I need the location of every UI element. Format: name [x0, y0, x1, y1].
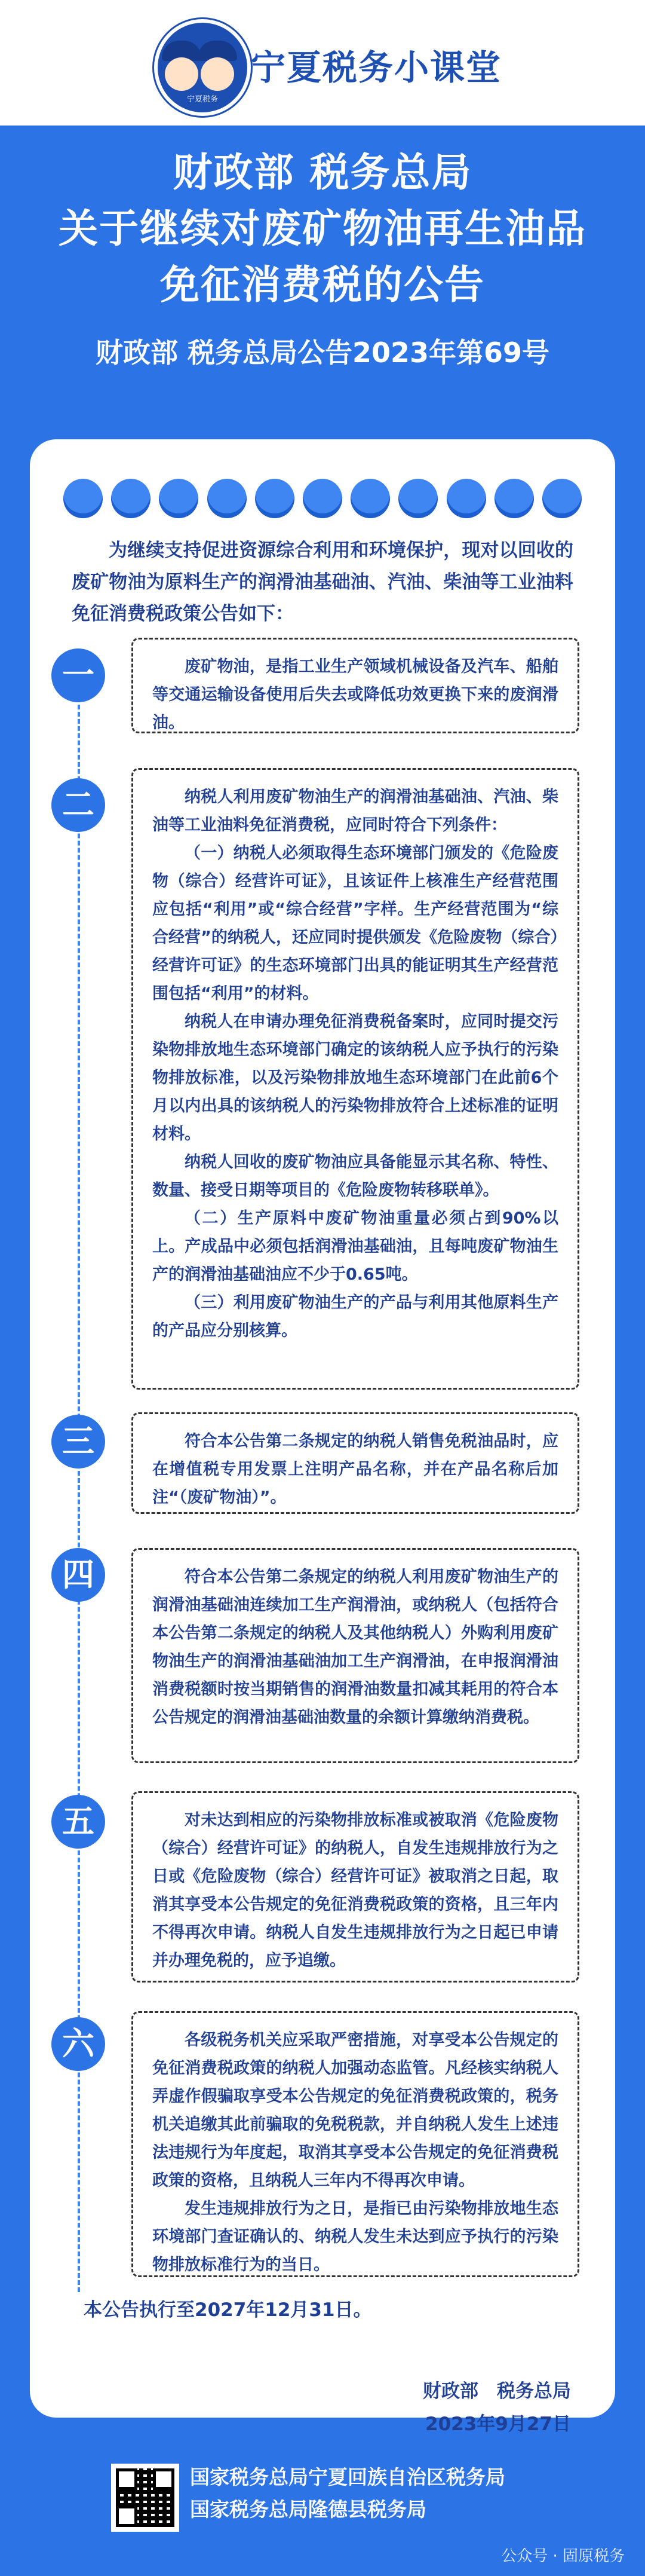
footer-org-line: 国家税务总局隆德县税务局: [190, 2498, 426, 2521]
section-number-2: 二: [51, 778, 105, 832]
section-number-6: 六: [51, 2017, 105, 2071]
section-6-paragraph: 发生违规排放行为之日，是指已由污染物排放地生态环境部门查证确认的、纳税人发生未达到应予执行的污染物排放标准行为的当日。: [152, 2199, 558, 2274]
intro-paragraph: 为继续支持促进资源综合利用和环境保护，现对以回收的废矿物油为原料生产的润滑油基础油、汽油、柴油等工业油料免征消费税政策公告如下：: [72, 540, 573, 625]
section-5-paragraph: 对未达到相应的污染物排放标准或被取消《危险废物（综合）经营许可证》的纳税人，自发生违规排放行为之日或《危险废物（综合）经营许可证》被取消之日起，取消其享受本公告规定的免征消费税政策的资格，且三年内不得再次申请。纳税人自发生违规排放行为之日起已申请并办理免税的，应予追缴。: [152, 1811, 558, 1970]
section-1-paragraph: 废矿物油，是指工业生产领域机械设备及汽车、船舶等交通运输设备使用后失去或降低功效更换下来的废润滑油。: [152, 657, 558, 732]
section-6-paragraph: 各级税务机关应采取严密措施，对享受本公告规定的免征消费税政策的纳税人加强动态监管。凡经核实纳税人弄虚作假骗取享受本公告规定的免征消费税政策的，税务机关追缴其此前骗取的免税税款，并自纳税人发生上述违法违规行为年度起，取消其享受本公告规定的免征消费税政策的资格，且纳税人三年内不得再次申请。: [152, 2031, 558, 2190]
issue-date: 2023年9月27日: [425, 2413, 571, 2435]
binder-dot-icon: [351, 479, 390, 518]
title-line-3: 免征消费税的公告: [160, 262, 485, 308]
watermark: 公众号 · 固原税务: [501, 2547, 625, 2565]
section-box-6: [131, 2011, 579, 2277]
binder-dot-icon: [111, 479, 150, 518]
section-number-4: 四: [51, 1548, 105, 1602]
logo: [154, 19, 251, 116]
binder-dot-icon: [63, 479, 103, 518]
section-3-paragraph: 符合本公告第二条规定的纳税人销售免税油品时，应在增值税专用发票上注明产品名称，并在产品名称后加注“（废矿物油）”。: [152, 1432, 558, 1507]
announcement-title: [0, 145, 645, 371]
closing-statement: 本公告执行至2027年12月31日。: [84, 2299, 372, 2321]
binder-dot-icon: [207, 479, 247, 518]
title-line-2: 关于继续对废矿物油再生油品: [59, 206, 586, 252]
logo-text: 宁夏税务: [186, 95, 218, 104]
binder-dot-icon: [542, 479, 582, 518]
binder-dots: [63, 479, 582, 521]
binder-dot-icon: [398, 479, 438, 518]
footer-org-line: 国家税务总局宁夏回族自治区税务局: [190, 2465, 505, 2489]
footer: [0, 2433, 645, 2576]
brand-title: 宁夏税务小课堂: [251, 47, 502, 88]
content-card: [30, 439, 615, 2435]
binder-dot-icon: [303, 479, 342, 518]
section-2-paragraph: （三）利用废矿物油生产的产品与利用其他原料生产的产品应分别核算。: [152, 1293, 558, 1340]
section-4-paragraph: 符合本公告第二条规定的纳税人利用废矿物油生产的润滑油基础油连续加工生产润滑油，或纳税人（包括符合本公告第二条规定的纳税人及其他纳税人）外购利用废矿物油生产的润滑油基础油加工生产润滑油，在申报润滑油消费税额时按当期销售的润滑油数量扣减其耗用的符合本公告规定的润滑油基础油数量的余额计算缴纳消费税。: [152, 1568, 558, 1727]
binder-dot-icon: [255, 479, 294, 518]
section-2-paragraph: （二）生产原料中废矿物油重量必须占到90%以上。产成品中必须包括润滑油基础油，且每吨废矿物油生产的润滑油基础油应不少于0.65吨。: [152, 1209, 558, 1284]
section-number-5: 五: [51, 1795, 105, 1849]
document-number: 财政部 税务总局公告2023年第69号: [95, 336, 550, 369]
title-line-1: 财政部 税务总局: [173, 149, 472, 195]
binder-dot-icon: [447, 479, 486, 518]
section-box-4: [131, 1548, 579, 1763]
section-2-paragraph: 纳税人利用废矿物油生产的润滑油基础油、汽油、柴油等工业油料免征消费税，应同时符合下列条件：: [152, 788, 558, 834]
qr-code-icon: [111, 2464, 179, 2532]
mascot-face-left-icon: [165, 57, 198, 91]
section-number-3: 三: [51, 1415, 105, 1468]
section-box-3: [131, 1412, 579, 1514]
section-box-2: [131, 768, 579, 1390]
header: [0, 0, 645, 126]
section-2-paragraph: 纳税人在申请办理免征消费税备案时，应同时提交污染物排放地生态环境部门确定的该纳税人应予执行的污染物排放标准，以及污染物排放地生态环境部门在此前6个月以内出具的该纳税人的污染物排放符合上述标准的证明材料。: [152, 1012, 558, 1143]
section-box-5: [131, 1791, 579, 1983]
binder-dot-icon: [494, 479, 534, 518]
binder-dot-icon: [159, 479, 198, 518]
section-number-1: 一: [51, 648, 105, 702]
footer-organizations: [190, 2461, 505, 2526]
section-2-paragraph: （一）纳税人必须取得生态环境部门颁发的《危险废物（综合）经营许可证》，且该证件上核准生产经营范围应包括“利用”或“综合经营”字样。生产经营范围为“综合经营”的纳税人，还应同时提供颁发《危险废物（综合）经营许可证》的生态环境部门出具的能证明其生产经营范围包括“利用”的材料。: [152, 844, 558, 1003]
mascot-face-right-icon: [201, 57, 234, 91]
section-box-1: [131, 638, 579, 733]
section-2-paragraph: 纳税人回收的废矿物油应具备能显示其名称、特性、数量、接受日期等项目的《危险废物转移联单》。: [152, 1153, 558, 1200]
issuer-signature: 财政部 税务总局: [423, 2381, 571, 2402]
